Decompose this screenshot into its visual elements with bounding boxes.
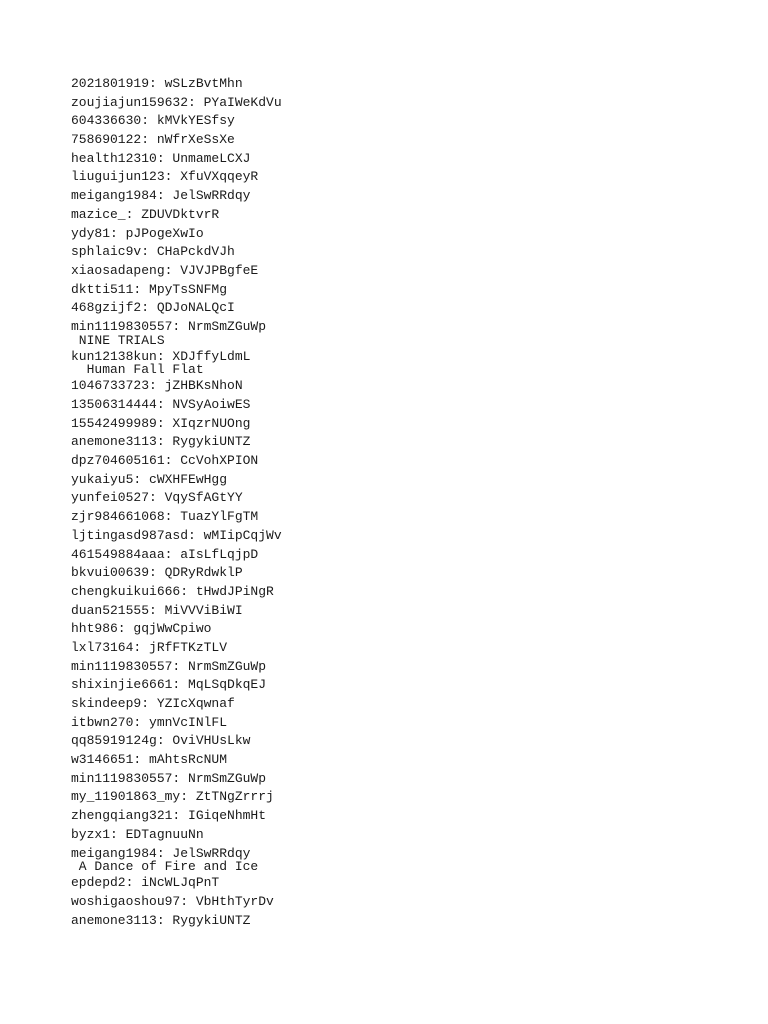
account-line: min1119830557: NrmSmZGuWp bbox=[71, 658, 267, 674]
account-line: 758690122: nWfrXeSsXe bbox=[71, 132, 235, 148]
account-line: sphlaic9v: CHaPckdVJh bbox=[71, 244, 235, 260]
account-line: itbwn270: ymnVcINlFL bbox=[71, 714, 228, 730]
account-line: chengkuikui666: tHwdJPiNgR bbox=[71, 583, 274, 599]
account-line: health12310: UnmameLCXJ bbox=[71, 150, 251, 166]
account-line: 2021801919: wSLzBvtMhn bbox=[71, 76, 243, 91]
account-line: xiaosadapeng: VJVJPBgfeE bbox=[71, 262, 259, 278]
section-heading: A Dance of Fire and Ice bbox=[71, 859, 259, 875]
account-line: ydy81: pJPogeXwIo bbox=[71, 225, 204, 241]
account-line: dpz704605161: CcVohXPION bbox=[71, 453, 259, 469]
text-document bbox=[71, 75, 282, 930]
account-line: hht986: gqjWwCpiwo bbox=[71, 621, 212, 637]
account-line: woshigaoshou97: VbHthTyrDv bbox=[71, 893, 274, 909]
account-line: yunfei0527: VqySfAGtYY bbox=[71, 490, 243, 506]
account-line: byzx1: EDTagnuuNn bbox=[71, 826, 204, 842]
account-line: shixinjie6661: MqLSqDkqEJ bbox=[71, 677, 267, 693]
account-line: zhengqiang321: IGiqeNhmHt bbox=[71, 808, 267, 824]
account-line: skindeep9: YZIcXqwnaf bbox=[71, 696, 235, 711]
account-line: meigang1984: JelSwRRdqy bbox=[71, 845, 251, 861]
section-heading: Human Fall Flat bbox=[71, 362, 204, 378]
account-line: 468gzijf2: QDJoNALQcI bbox=[71, 300, 235, 316]
account-line: liuguijun123: XfuVXqqeyR bbox=[71, 169, 259, 185]
account-line: epdepd2: iNcWLJqPnT bbox=[71, 875, 220, 891]
account-line: duan521555: MiVVViBiWI bbox=[71, 602, 243, 618]
account-line: zjr984661068: TuazYlFgTM bbox=[71, 509, 259, 525]
account-line: bkvui00639: QDRyRdwklP bbox=[71, 565, 243, 581]
account-line: yukaiyu5: cWXHFEwHgg bbox=[71, 471, 228, 487]
account-line: meigang1984: JelSwRRdqy bbox=[71, 188, 251, 204]
account-line: min1119830557: NrmSmZGuWp bbox=[71, 770, 267, 786]
account-line: min1119830557: NrmSmZGuWp bbox=[71, 318, 267, 334]
account-line: 461549884aaa: aIsLfLqjpD bbox=[71, 546, 259, 562]
account-line: ljtingasd987asd: wMIipCqjWv bbox=[71, 527, 282, 543]
account-line: mazice_: ZDUVDktvrR bbox=[71, 206, 220, 222]
account-line: zoujiajun159632: PYaIWeKdVu bbox=[71, 94, 282, 110]
account-line: 13506314444: NVSyAoiwES bbox=[71, 397, 251, 412]
account-line: my_11901863_my: ZtTNgZrrrj bbox=[71, 789, 274, 805]
account-line: dktti511: MpyTsSNFMg bbox=[71, 281, 228, 297]
account-line: w3146651: mAhtsRcNUM bbox=[71, 752, 228, 768]
account-line: 15542499989: XIqzrNUOng bbox=[71, 415, 251, 431]
account-line: qq85919124g: OviVHUsLkw bbox=[71, 733, 251, 749]
account-line: anemone3113: RygykiUNTZ bbox=[71, 434, 251, 450]
account-line: 1046733723: jZHBKsNhoN bbox=[71, 378, 243, 394]
account-line: anemone3113: RygykiUNTZ bbox=[71, 912, 251, 928]
account-line: lxl73164: jRfFTKzTLV bbox=[71, 639, 228, 655]
account-line: kun12138kun: XDJffyLdmL bbox=[71, 348, 251, 364]
section-heading: NINE TRIALS bbox=[71, 332, 165, 348]
account-line: 604336630: kMVkYESfsy bbox=[71, 113, 235, 129]
